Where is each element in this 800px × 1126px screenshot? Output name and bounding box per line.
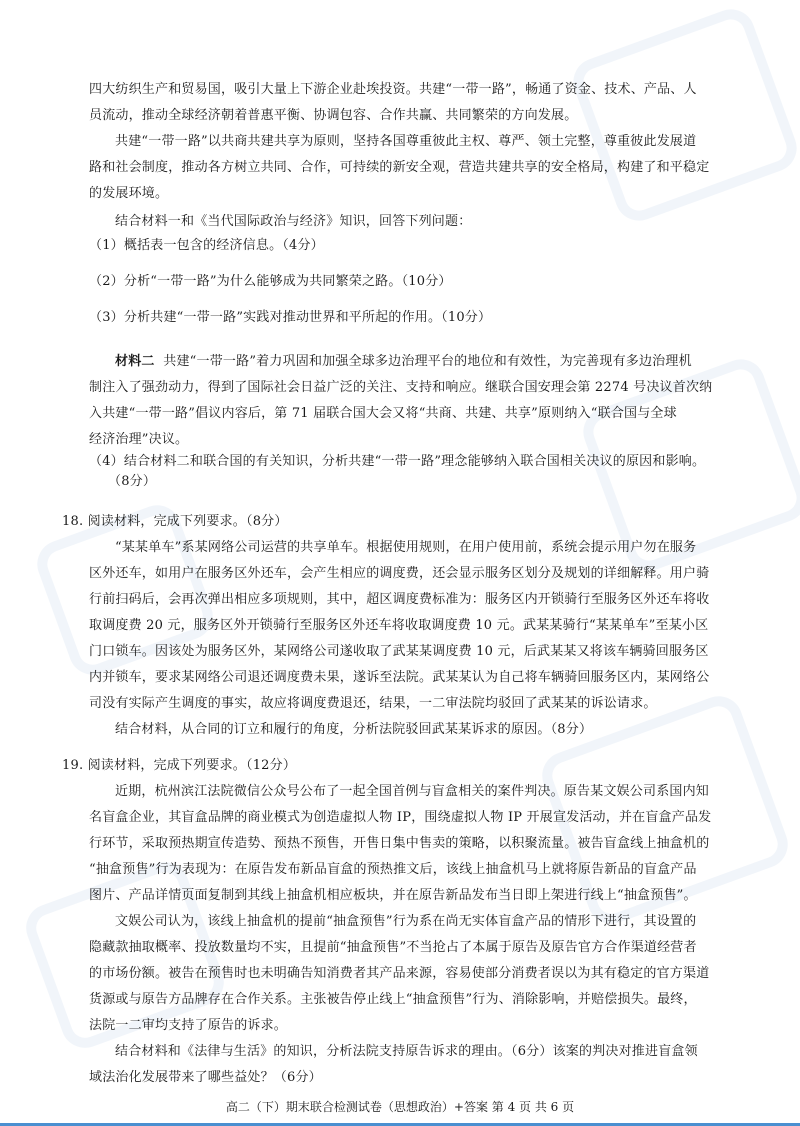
question-18-material-line: 内并锁车，要求某网络公司退还调度费未果，遂诉至法院。武某某认为自己将车辆骑回服务区内，某网络公 xyxy=(89,670,710,685)
material2-first-line xyxy=(115,352,692,372)
question-19-material-line: 名盲盒企业，其盲盒品牌的商业模式为创造虚拟人物 IP，围绕虚拟人物 IP 开展宣发活动，并在盲盒产品发 xyxy=(89,810,712,825)
question-18-material-line: “某某单车”系某网络公司运营的共享单车。根据使用规则，在用户使用前，系统会提示用户勿在服务 xyxy=(115,540,697,555)
material2-line: 入共建“一带一路”倡议内容后，第 71 届联合国大会又将“共商、共建、共享”原则纳入“联合国与全球 xyxy=(89,406,677,421)
watermark-decoration xyxy=(567,3,800,228)
page-footer: 高二（下）期末联合检测试卷（思想政治）+答案 第 4 页 共 6 页 xyxy=(225,1100,575,1114)
question-18-prompt: 结合材料，从合同的订立和履行的角度，分析法院驳回武某某诉求的原因。（8分） xyxy=(115,722,593,737)
material1-continuation-line: 四大纺织生产和贸易国，吸引大量上下游企业赴埃投资。共建“一带一路”，畅通了资金、技术、产品、人 xyxy=(89,82,697,97)
material2-line: 经济治理”决议。 xyxy=(89,432,189,447)
question-4: （4）结合材料二和联合国的有关知识，分析共建“一带一路”理念能够纳入联合国相关决议的原因和影响。 xyxy=(89,454,706,469)
material2-label: 材料二 xyxy=(115,354,155,369)
material1-paragraph-line: 共建“一带一路”以共商共建共享为原则，坚持各国尊重彼此主权、尊严、领土完整，尊重彼此发展道 xyxy=(115,134,697,149)
question-19-header: 19. 阅读材料，完成下列要求。（12分） xyxy=(62,758,297,773)
material2-text: 共建“一带一路”着力巩固和加强全球多边治理平台的地位和有效性，为完善现有多边治理机 xyxy=(163,354,692,369)
material1-paragraph-line: 的发展环境。 xyxy=(89,186,169,201)
question-19-material-line: 文娱公司认为，该线上抽盒机的提前“抽盒预售”行为系在尚无实体盲盒产品的情形下进行，其设置的 xyxy=(115,914,697,929)
question-19-prompt: 域法治化发展带来了哪些益处？（6分） xyxy=(89,1070,322,1085)
material2-line: 制注入了强劲动力，得到了国际社会日益广泛的关注、支持和响应。继联合国安理会第 2274 号决议首次纳 xyxy=(89,380,713,395)
question-18-material-line: 区外还车，如用户在服务区外还车，会产生相应的调度费，还会显示服务区划分及规划的详细解释。用户骑 xyxy=(89,566,710,581)
question-19-material-line: 行环节，采取预热期宣传造势、预热不预售，开售日集中售卖的策略，以积聚流量。被告盲盒线上抽盒机的 xyxy=(89,836,710,851)
question-4-score: （8分） xyxy=(108,474,157,489)
question-19-material-line: 货源或与原告方品牌存在合作关系。主张被告停止线上“抽盒预售”行为、消除影响，并赔偿损失。最终， xyxy=(89,992,697,1007)
question-19-material-line: 法院一二审均支持了原告的诉求。 xyxy=(89,1018,288,1033)
question-19-material-line: 近期，杭州滨江法院微信公众号公布了一起全国首例与盲盒相关的案件判决。原告某文娱公司系国内知 xyxy=(115,784,710,799)
question-3: （3）分析共建“一带一路”实践对推动世界和平所起的作用。（10分） xyxy=(89,310,492,325)
question-18-material-line: 取调度费 20 元，服务区外开锁骑行至服务区外还车将收取调度费 10 元。武某某骑行“某某单车”至某小区 xyxy=(89,618,709,633)
question-19-prompt: 结合材料和《法律与生活》的知识，分析法院支持原告诉求的理由。（6分）该案的判决对推进盲盒领 xyxy=(115,1044,698,1059)
question-19-material-line: 的市场份额。被告在预售时也未明确告知消费者其产品来源，容易使部分消费者误以为其有稳定的官方渠道 xyxy=(89,966,710,981)
question-18-material-line: 司没有实际产生调度的事实，故应将调度费退还，结果，一二审法院均驳回了武某某的诉讼请求。 xyxy=(89,696,657,711)
question-19-material-line: “抽盒预售”行为表现为：在原告发布新品盲盒的预热推文后，该线上抽盒机马上就将原告新品的盲盒产品 xyxy=(89,862,697,877)
material1-paragraph-line: 路和社会制度，推动各方树立共同、合作，可持续的新安全观，营造共建共享的安全格局，构建了和平稳定 xyxy=(89,160,710,175)
question-18-material-line: 行前扫码后，会再次弹出相应多项规则，其中，超区调度费标准为：服务区内开锁骑行至服务区外还车将收 xyxy=(89,592,710,607)
question-19-material-line: 图片、产品详情页面复制到其线上抽盒机相应板块，并在原告新品发布当日即上架进行线上“抽盒预售”。 xyxy=(89,888,697,903)
question-2: （2）分析“一带一路”为什么能够成为共同繁荣之路。（10分） xyxy=(89,274,452,289)
question-18-material-line: 门口锁车。因该处为服务区外，某网络公司遂收取了武某某调度费 10 元，后武某某又将该车辆骑回服务区 xyxy=(89,644,709,659)
material1-continuation-line: 员流动，推动全球经济朝着普惠平衡、协调包容、合作共赢、共同繁荣的方向发展。 xyxy=(89,108,578,123)
question-18-header: 18. 阅读材料，完成下列要求。（8分） xyxy=(62,514,288,529)
question-1: （1）概括表一包含的经济信息。（4分） xyxy=(89,238,324,253)
question-19-material-line: 隐藏款抽取概率、投放数量均不实，且提前“抽盒预售”不当抢占了本属于原告及原告官方合作渠道经营者 xyxy=(89,940,697,955)
material1-instruction: 结合材料一和《当代国际政治与经济》知识，回答下列问题： xyxy=(115,214,472,229)
